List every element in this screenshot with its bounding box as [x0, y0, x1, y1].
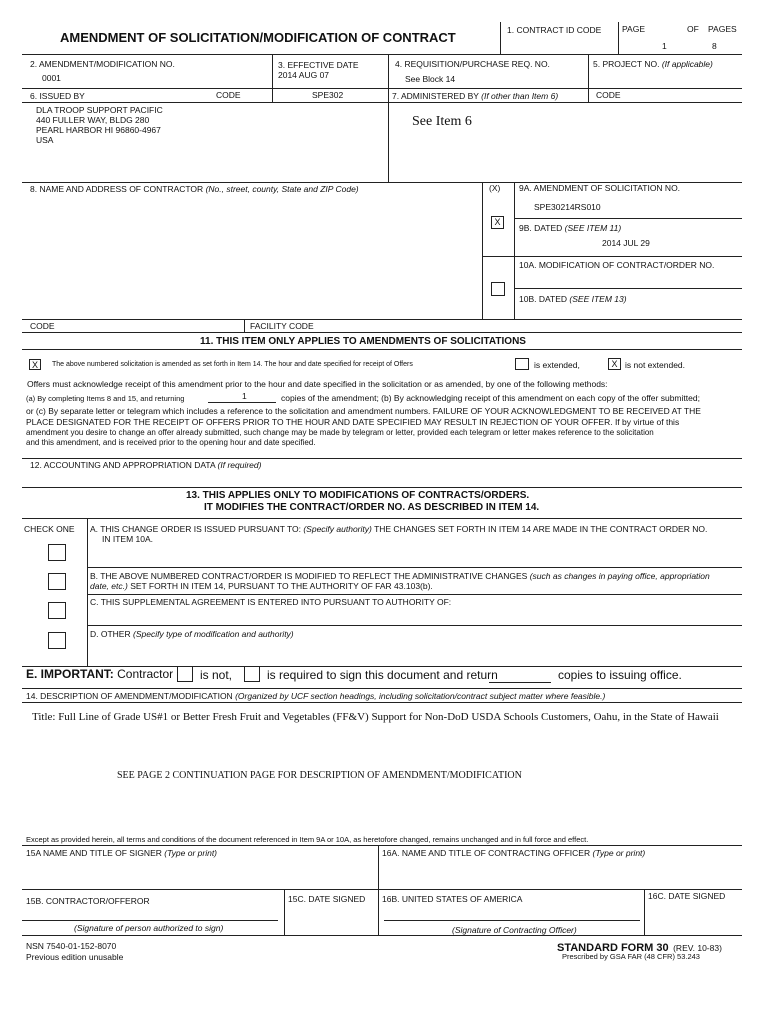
label-16b: 16B. UNITED STATES OF AMERICA	[382, 894, 523, 904]
item11-line2: Offers must acknowledge receipt of this amendment prior to the hour and date specified in the solicitation or as amended, by one of the following methods:	[27, 379, 608, 389]
not-extended-label: is not extended.	[625, 360, 686, 370]
checkbox-9[interactable]: X	[491, 216, 504, 229]
label-15b: 15B. CONTRACTOR/OFFEROR	[26, 896, 150, 906]
item12-label: 12. ACCOUNTING AND APPROPRIATION DATA (If required)	[30, 460, 262, 470]
signature-officer-caption: (Signature of Contracting Officer)	[452, 925, 577, 935]
dated-9b-label: 9B. DATED (SEE ITEM 11)	[519, 223, 622, 233]
item11-line5: PLACE DESIGNATED FOR THE RECEIPT OF OFFERS PRIOR TO THE HOUR AND DATE SPECIFIED MAY RESULT IN REJECTION OF YOUR OFFER. If by virtue of this	[26, 417, 680, 427]
item11-line4: or (c) By separate letter or telegram which includes a reference to the solicitation and amendment numbers. FAILURE OF YOUR ACKNOWLEDGMENT TO BE RECEIVED AT THE	[26, 406, 701, 416]
effective-date-value: 2014 AUG 07	[278, 70, 330, 80]
issued-code-label: CODE	[216, 90, 241, 100]
check-one-label: CHECK ONE	[24, 524, 75, 534]
requisition-value: See Block 14	[405, 74, 456, 84]
mod-10a-label: 10A. MODIFICATION OF CONTRACT/ORDER NO.	[519, 260, 715, 270]
item13c-text: C. THIS SUPPLEMENTAL AGREEMENT IS ENTERED INTO PURSUANT TO AUTHORITY OF:	[90, 597, 452, 607]
issuer-address: DLA TROOP SUPPORT PACIFIC 440 FULLER WAY, BLDG 280 PEARL HARBOR HI 96860-4967 USA	[36, 105, 163, 145]
checkbox-item11-a[interactable]: X	[29, 359, 41, 370]
label-16a: 16A. NAME AND TITLE OF CONTRACTING OFFICER (Type or print)	[382, 848, 646, 858]
item11-line3b: copies of the amendment; (b) By acknowledging receipt of this amendment on each copy of the offer submitted;	[281, 393, 700, 403]
label-16c: 16C. DATE SIGNED	[648, 891, 726, 901]
facility-code-label: FACILITY CODE	[250, 321, 314, 331]
except-text: Except as provided herein, all terms and conditions of the document referenced in Item 9A or 10A, as heretofore changed, remains unchanged and in full force and effect.	[26, 835, 589, 844]
page-label: PAGE	[622, 24, 645, 34]
item14-see-page: SEE PAGE 2 CONTINUATION PAGE FOR DESCRIPTION OF AMENDMENT/MODIFICATION	[117, 770, 522, 781]
item11-line1: The above numbered solicitation is amended as set forth in Item 14. The hour and date specified for receipt of Offers	[52, 361, 413, 368]
pages-value: 8	[712, 41, 717, 51]
is-not-label: is not,	[200, 668, 233, 682]
item11-line6: amendment you desire to change an offer already submitted, such change may be made by telegram or letter, provided each telegram or letter makes reference to the solicitation	[26, 428, 654, 437]
dated-10b-label: 10B. DATED (SEE ITEM 13)	[519, 294, 627, 304]
contractor-code-label: CODE	[30, 321, 55, 331]
label-15a: 15A NAME AND TITLE OF SIGNER (Type or print)	[26, 848, 218, 858]
dated-9b-value: 2014 JUL 29	[602, 238, 650, 248]
checkbox-is-extended[interactable]	[515, 358, 529, 370]
administered-by-label: 7. ADMINISTERED BY (If other than Item 6)	[392, 91, 559, 101]
is-extended-label: is extended,	[534, 360, 580, 370]
checkbox-is-not[interactable]	[177, 666, 193, 682]
checkbox-13c[interactable]	[48, 602, 66, 619]
project-no-label: 5. PROJECT NO. (If applicable)	[593, 59, 713, 69]
x-column-label: (X)	[489, 183, 501, 193]
prescribed-by: Prescribed by GSA FAR (48 CFR) 53.243	[562, 952, 700, 961]
item13b-text2: date, etc.) SET FORTH IN ITEM 14, PURSUANT TO THE AUTHORITY OF FAR 43.103(b).	[90, 581, 433, 591]
checkbox-not-extended[interactable]: X	[608, 358, 621, 370]
amend-sol-value: SPE30214RS010	[534, 202, 601, 212]
item13a-text2: IN ITEM 10A.	[102, 534, 154, 544]
item13a-text: A. THIS CHANGE ORDER IS ISSUED PURSUANT TO: (Specify authority) THE CHANGES SET FORTH IN ITEM 14 ARE MADE IN THE CONTRACT ORDER NO.	[90, 524, 708, 534]
checkbox-13b[interactable]	[48, 573, 66, 590]
amendment-no-label: 2. AMENDMENT/MODIFICATION NO.	[30, 59, 175, 69]
issued-code-value: SPE302	[312, 90, 344, 100]
item11-heading: 11. THIS ITEM ONLY APPLIES TO AMENDMENTS OF SOLICITATIONS	[200, 336, 526, 347]
copies-returned-value: 1	[242, 391, 247, 401]
issued-by-label: 6. ISSUED BY	[30, 91, 85, 101]
administered-by-value: See Item 6	[412, 114, 472, 129]
admin-code-label: CODE	[596, 90, 621, 100]
amend-sol-label: 9A. AMENDMENT OF SOLICITATION NO.	[519, 183, 681, 193]
item11-line3a: (a) By completing Items 8 and 15, and returning	[26, 394, 185, 403]
form-title: AMENDMENT OF SOLICITATION/MODIFICATION OF CONTRACT	[60, 30, 456, 45]
item11-line7: and this amendment, and is received prior to the opening hour and date specified.	[26, 438, 316, 447]
amendment-no-value: 0001	[42, 73, 61, 83]
pages-label: PAGES	[708, 24, 737, 34]
previous-edition: Previous edition unusable	[26, 952, 124, 962]
contract-id-label: 1. CONTRACT ID CODE	[507, 25, 602, 35]
checkbox-10[interactable]	[491, 282, 505, 296]
item13b-text: B. THE ABOVE NUMBERED CONTRACT/ORDER IS MODIFIED TO REFLECT THE ADMINISTRATIVE CHANGES (such as changes in paying office, appropriation	[90, 571, 710, 581]
checkbox-13a[interactable]	[48, 544, 66, 561]
effective-date-label: 3. EFFECTIVE DATE	[278, 60, 359, 70]
page-value: 1	[662, 41, 667, 51]
checkbox-is-required[interactable]	[244, 666, 260, 682]
signature-person-caption: (Signature of person authorized to sign)	[74, 923, 224, 933]
item14-label: 14. DESCRIPTION OF AMENDMENT/MODIFICATION (Organized by UCF section headings, including solicitation/contract subject matter where feasible.)	[26, 691, 606, 701]
label-15c: 15C. DATE SIGNED	[288, 894, 366, 904]
item13d-text: D. OTHER (Specify type of modification and authority)	[90, 629, 294, 639]
checkbox-13d[interactable]	[48, 632, 66, 649]
standard-form-label: STANDARD FORM 30 (REV. 10-83)	[557, 942, 722, 954]
of-label: OF	[687, 24, 699, 34]
important-label: E. IMPORTANT: Contractor	[26, 667, 174, 681]
item14-title: Title: Full Line of Grade US#1 or Better Fresh Fruit and Vegetables (FF&V) Support for Non-DoD USDA Schools Customers, Oahu, in the State of Hawaii	[32, 711, 719, 723]
copies-label: copies to issuing office.	[558, 668, 682, 682]
is-required-label: is required to sign this document and return	[267, 668, 498, 682]
item13-heading1: 13. THIS APPLIES ONLY TO MODIFICATIONS OF CONTRACTS/ORDERS.	[186, 490, 530, 501]
contractor-label: 8. NAME AND ADDRESS OF CONTRACTOR (No., street, county, State and ZIP Code)	[30, 184, 359, 194]
nsn-number: NSN 7540-01-152-8070	[26, 941, 117, 951]
item13-heading2: IT MODIFIES THE CONTRACT/ORDER NO. AS DESCRIBED IN ITEM 14.	[204, 502, 540, 513]
requisition-label: 4. REQUISITION/PURCHASE REQ. NO.	[395, 59, 550, 69]
